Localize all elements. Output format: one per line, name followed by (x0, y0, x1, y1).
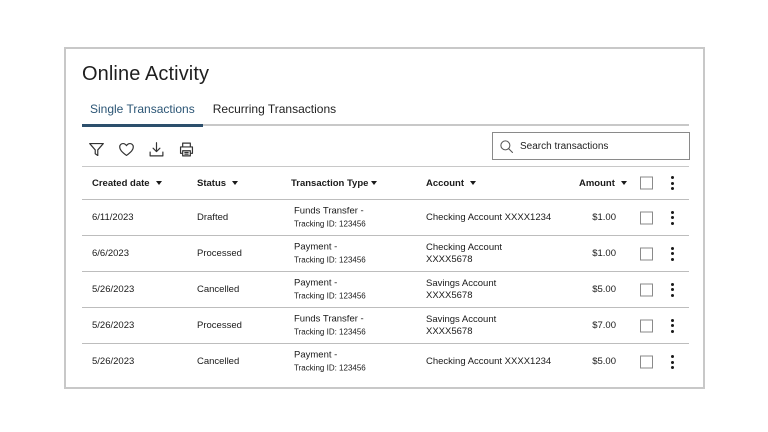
row-status: Processed (197, 247, 242, 259)
table-row (82, 308, 689, 344)
sort-caret-icon (156, 181, 162, 185)
favorite-heart-icon[interactable] (116, 139, 136, 159)
sort-amount[interactable] (579, 178, 627, 189)
row-tracking-id: Tracking ID: 123456 (294, 219, 366, 228)
row-type-label: Payment - (294, 277, 338, 288)
row-date: 5/26/2023 (92, 356, 135, 367)
sort-status[interactable] (197, 178, 238, 189)
table-row (82, 272, 689, 308)
row-more-options-icon[interactable] (667, 318, 677, 334)
row-checkbox[interactable] (640, 283, 653, 296)
row-checkbox[interactable] (640, 319, 653, 332)
sort-account[interactable] (426, 178, 476, 189)
search-input[interactable] (520, 141, 689, 152)
row-account (426, 278, 496, 302)
row-account-line1: Savings Account (426, 313, 497, 325)
row-account-line1: Checking Account XXXX1234 (426, 211, 552, 223)
search-icon (499, 139, 514, 154)
toolbar (86, 139, 196, 159)
row-status: Drafted (197, 211, 229, 223)
row-account (426, 356, 551, 368)
row-account (426, 212, 551, 224)
row-account (426, 314, 496, 338)
row-more-options-icon[interactable] (667, 354, 677, 370)
header-label-created-date: Created date (92, 177, 150, 189)
online-activity-panel (64, 47, 705, 389)
table-header (82, 166, 689, 200)
row-tracking-id: Tracking ID: 123456 (294, 363, 366, 373)
header-more-options-icon[interactable] (667, 175, 677, 191)
row-transaction-type (294, 350, 366, 375)
row-more-options-icon[interactable] (667, 282, 677, 298)
row-account-line2: XXXX5678 (426, 253, 473, 265)
row-checkbox[interactable] (640, 247, 653, 260)
row-account-line1: Checking Account XXXX1234 (426, 356, 552, 367)
row-more-options-icon[interactable] (667, 210, 677, 226)
print-icon[interactable] (176, 139, 196, 159)
sort-transaction-type[interactable] (291, 178, 377, 189)
page-title: Online Activity (82, 63, 210, 85)
header-label-transaction-type: Transaction Type (291, 177, 369, 189)
transactions-table (82, 166, 689, 380)
row-date: 5/26/2023 (92, 283, 135, 295)
filter-icon[interactable] (86, 139, 106, 159)
sort-created-date[interactable] (92, 178, 162, 189)
search-box (492, 132, 690, 160)
row-account (426, 242, 502, 266)
row-status: Processed (197, 319, 242, 331)
row-account-line1: Savings Account (426, 277, 497, 289)
row-amount: $5.00 (592, 356, 616, 367)
transaction-tabs (82, 101, 689, 126)
table-row (82, 344, 689, 380)
row-type-label: Payment - (294, 241, 338, 252)
row-account-line1: Checking Account (426, 241, 503, 253)
row-transaction-type (294, 241, 366, 266)
row-amount: $1.00 (592, 247, 616, 259)
row-type-label: Funds Transfer - (294, 313, 364, 324)
row-transaction-type (294, 205, 366, 230)
sort-caret-icon (621, 181, 627, 185)
row-status: Cancelled (197, 283, 240, 295)
row-amount: $5.00 (592, 283, 616, 295)
row-account-line2: XXXX5678 (426, 325, 473, 337)
row-more-options-icon[interactable] (667, 246, 677, 262)
row-tracking-id: Tracking ID: 123456 (294, 291, 366, 300)
table-row (82, 200, 689, 236)
row-tracking-id: Tracking ID: 123456 (294, 327, 366, 336)
row-checkbox[interactable] (640, 211, 653, 224)
row-amount: $1.00 (592, 211, 616, 223)
tab-single-transactions[interactable]: Single Transactions (82, 101, 203, 127)
header-label-status: Status (197, 177, 227, 189)
row-type-label: Funds Transfer - (294, 205, 364, 216)
download-icon[interactable] (146, 139, 166, 159)
row-status: Cancelled (197, 356, 240, 367)
row-checkbox[interactable] (640, 356, 653, 369)
row-transaction-type (294, 313, 366, 338)
sort-caret-icon (470, 181, 476, 185)
row-date: 5/26/2023 (92, 319, 135, 331)
row-date: 6/11/2023 (92, 211, 134, 223)
row-type-label: Payment - (294, 349, 338, 361)
row-account-line2: XXXX5678 (426, 289, 473, 301)
tab-recurring-transactions[interactable]: Recurring Transactions (212, 102, 337, 116)
header-label-account: Account (426, 177, 464, 189)
sort-caret-icon (371, 181, 377, 185)
select-all-checkbox[interactable] (640, 177, 653, 190)
row-transaction-type (294, 277, 366, 302)
row-tracking-id: Tracking ID: 123456 (294, 255, 366, 264)
table-row (82, 236, 689, 272)
sort-caret-icon (232, 181, 238, 185)
row-date: 6/6/2023 (92, 247, 129, 259)
header-label-amount: Amount (579, 177, 615, 189)
row-amount: $7.00 (592, 319, 616, 331)
